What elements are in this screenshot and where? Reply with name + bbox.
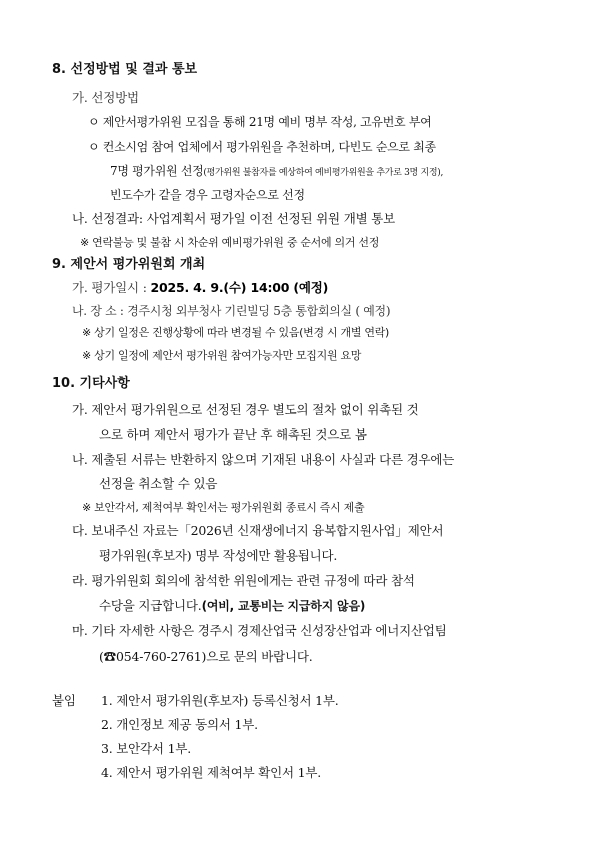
section-8-item-1: ㅇ 제안서평가위원 모집을 통해 21명 예비 명부 작성, 고유번호 부여 [88,115,432,129]
section-8-item-2-line-3: 빈도수가 같을 경우 고령자순으로 선정 [110,188,305,202]
section-8-item-2-small: (평가위원 불참자를 예상하여 예비평가위원을 추가로 3명 지정), [203,168,444,178]
section-8-title: 8. 선정방법 및 결과 통보 [52,62,198,77]
section-10-ma-line-2: (☎054-760-2761)으로 문의 바랍니다. [99,649,313,664]
attachment-label: 붙임 [52,693,76,708]
section-10-ra-main: 수당을 지급합니다. [99,598,202,613]
attachment-item-4: 4. 제안서 평가위원 제척여부 확인서 1부. [101,765,322,780]
section-9-na: 나. 장 소 : 경주시청 외부청사 기린빌딩 5층 통합회의실 ( 예정) [72,304,391,318]
section-8-ga-label: 가. 선정방법 [72,90,139,105]
attachment-item-2: 2. 개인정보 제공 동의서 1부. [101,717,258,732]
section-9-note-1: ※ 상기 일정은 진행상황에 따라 변경될 수 있음(변경 시 개별 연락) [82,326,390,339]
attachment-item-3: 3. 보안각서 1부. [101,741,191,756]
section-9-ga-label: 가. 평가일시 : [72,280,151,295]
section-10-da-line-1: 다. 보내주신 자료는「2026년 신재생에너지 융복합지원사업」제안서 [72,523,444,538]
section-10-note: ※ 보안각서, 제척여부 확인서는 평가위원회 종료시 즉시 제출 [82,501,365,514]
section-8-na: 나. 선정결과: 사업계획서 평가일 이전 선정된 위원 개별 통보 [72,211,395,226]
section-10-na-line-2: 선정을 취소할 수 있음 [99,476,218,491]
section-10-ra-line-1: 라. 평가위원회 회의에 참석한 위원에게는 관련 규정에 따라 참석 [72,573,415,588]
section-8-item-2-line-2 [110,165,443,178]
section-10-ga-line-2: 으로 하며 제안서 평가가 끝난 후 해촉된 것으로 봄 [99,427,367,442]
section-10-ra-bold: (여비, 교통비는 지급하지 않음) [201,599,366,613]
section-10-ga-line-1: 가. 제안서 평가위원으로 선정된 경우 별도의 절차 없이 위촉된 것 [72,402,419,417]
section-8-note: ※ 연락불능 및 불참 시 차순위 예비평가위원 중 순서에 의거 선정 [80,236,380,249]
section-10-title: 10. 기타사항 [52,376,130,391]
section-10-na-line-1: 나. 제출된 서류는 반환하지 않으며 기재된 내용이 사실과 다른 경우에는 [72,452,455,467]
section-9-ga [72,282,328,295]
section-10-da-line-2: 평가위원(후보자) 명부 작성에만 활용됩니다. [99,548,338,563]
attachment-item-1: 1. 제안서 평가위원(후보자) 등록신청서 1부. [101,693,339,708]
section-9-note-2: ※ 상기 일정에 제안서 평가위원 참여가능자만 모집지원 요망 [82,349,362,362]
section-9-title: 9. 제안서 평가위원회 개최 [52,257,206,272]
section-10-ra-line-2 [99,600,365,613]
section-10-ma-line-1: 마. 기타 자세한 사항은 경주시 경제산업국 신성장산업과 에너지산업팀 [72,623,447,638]
section-8-item-2-line-1: ㅇ 컨소시엄 참여 업체에서 평가위원을 추천하며, 다빈도 순으로 최종 [88,140,436,154]
section-9-ga-value: 2025. 4. 9.(수) 14:00 (예정) [150,280,329,295]
section-8-item-2-main: 7명 평가위원 선정 [110,164,204,178]
